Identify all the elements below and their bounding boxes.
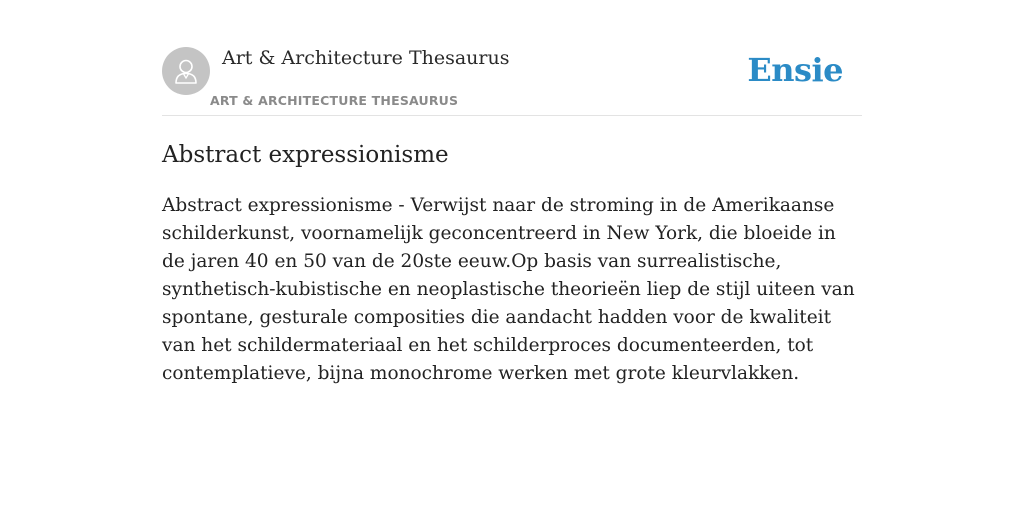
author-subtitle: ART & ARCHITECTURE THESAURUS	[210, 93, 459, 108]
site-logo[interactable]: Ensie	[747, 51, 843, 89]
article-body: Abstract expressionisme - Verwijst naar de stroming in de Amerikaanse schilderkunst, voornamelijk geconcentreerd in New York, die bloeide in de jaren 40 en 50 van de 20ste eeuw.Op basis van surrealistische, synthetisch-kubistische en neoplastische theorieën liep de stijl uiteen van spontane, gesturale composities die aandacht hadden voor de kwaliteit van het schildermateriaal en het schilderproces documenteerden, tot contemplatieve, bijna monochrome werken met grote kleurvlakken.	[162, 195, 855, 384]
page-title: Abstract expressionisme	[162, 142, 449, 168]
user-icon	[171, 56, 201, 86]
page	[162, 0, 862, 512]
header	[162, 0, 862, 116]
author-name[interactable]: Art & Architecture Thesaurus	[222, 47, 510, 69]
avatar[interactable]	[162, 47, 210, 95]
